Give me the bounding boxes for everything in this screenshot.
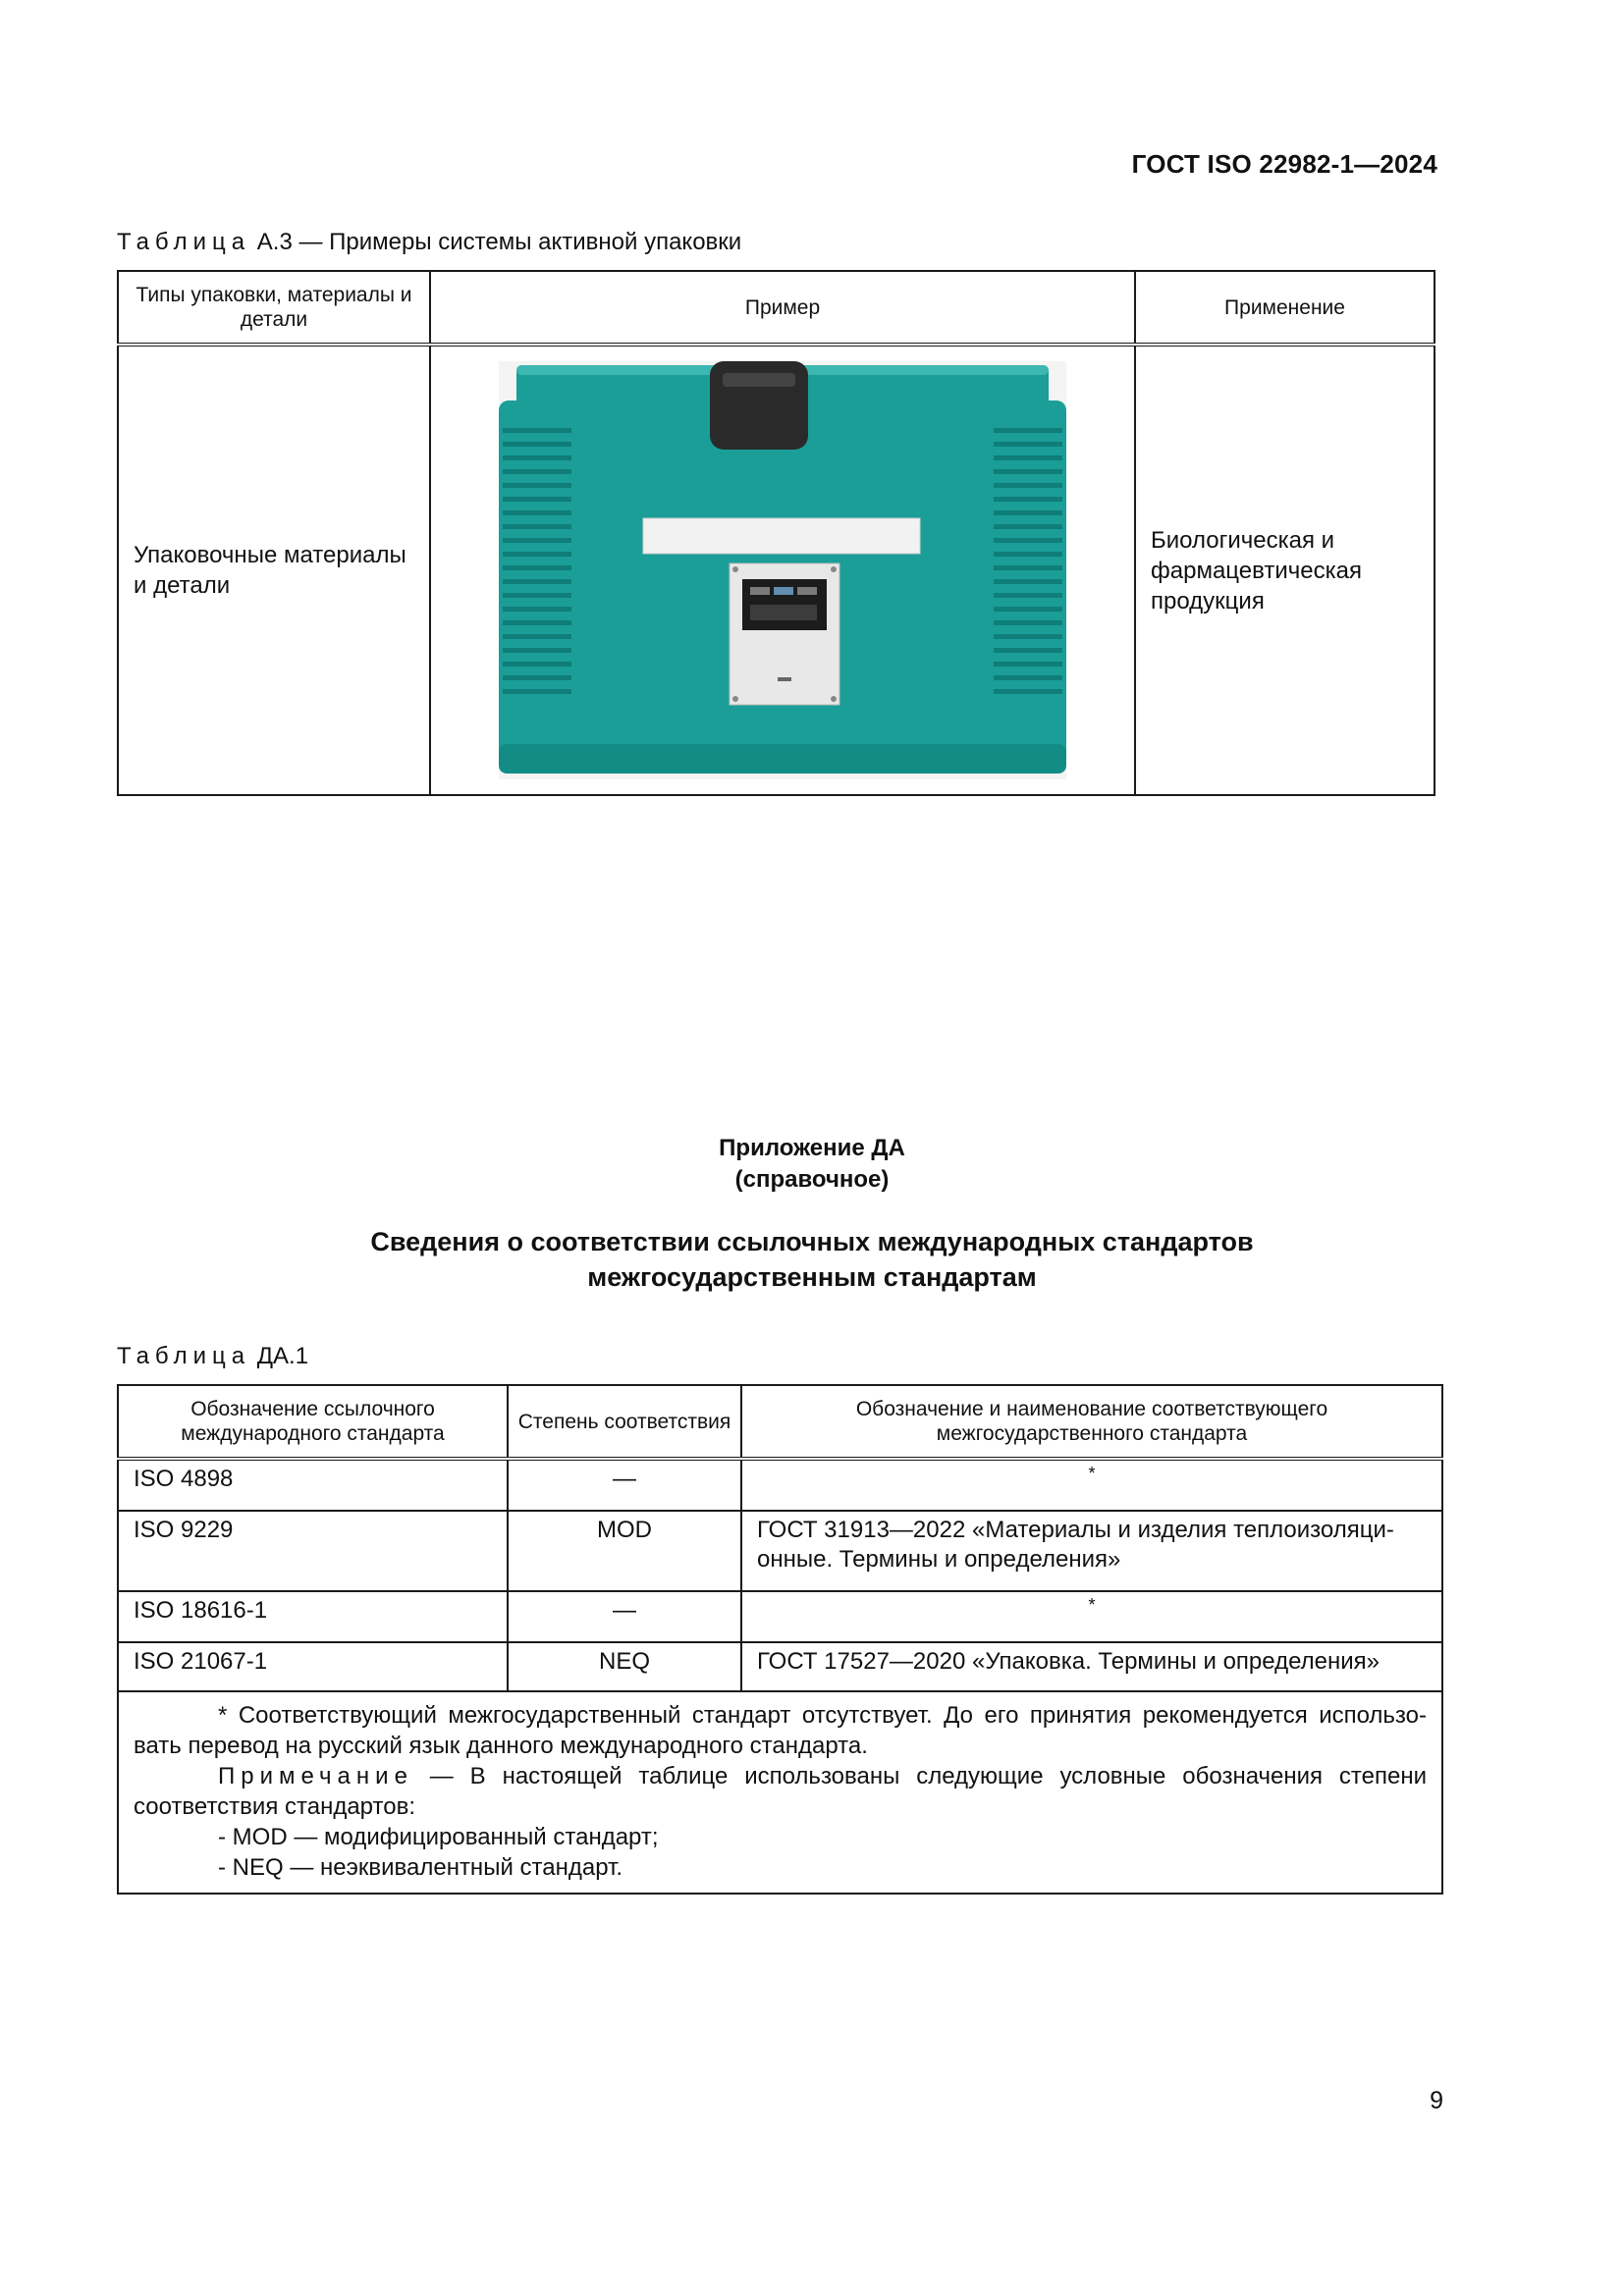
standard-code-cell: ISO 21067-1 <box>118 1642 508 1691</box>
appendix-heading-line2: межгосударственным стандартам <box>587 1262 1037 1292</box>
caption-text: А.3 — Примеры системы активной упаковки <box>250 229 742 255</box>
standard-code-cell: ISO 9229 <box>118 1511 508 1591</box>
table-da1-caption <box>117 1343 308 1370</box>
national-standard-cell: * <box>741 1591 1442 1642</box>
column-header: Типы упаковки, материалы и детали <box>118 271 430 345</box>
note-label: Примечание <box>218 1763 413 1789</box>
table-row <box>118 1459 1442 1511</box>
national-standard-cell: * <box>741 1459 1442 1511</box>
column-header: Степень соответствия <box>508 1385 741 1459</box>
degree-cell: — <box>508 1591 741 1642</box>
table-a3-caption <box>117 229 741 256</box>
document-id: ГОСТ ISO 22982-1—2024 <box>1131 149 1437 179</box>
table-row <box>118 1591 1442 1642</box>
footnote-text: * Соответствующий межгосударственный стандарт отсутствует. До его принятия рекомендуется использо-вать перевод на русский язык данного международного стандарта. <box>134 1702 1427 1759</box>
column-header: Применение <box>1135 271 1435 345</box>
caption-word: Таблица <box>117 229 251 255</box>
caption-text: ДА.1 <box>250 1343 309 1369</box>
packaging-type-cell: Упаковочные материалы и детали <box>118 345 430 795</box>
standard-code-cell: ISO 18616-1 <box>118 1591 508 1642</box>
standard-code-cell: ISO 4898 <box>118 1459 508 1511</box>
example-image-cell <box>430 345 1135 795</box>
appendix-heading-line1: Сведения о соответствии ссылочных международных стандартов <box>370 1227 1254 1256</box>
appendix-title: Приложение ДА <box>719 1135 905 1161</box>
national-standard-cell: ГОСТ 17527—2020 «Упаковка. Термины и определения» <box>741 1642 1442 1691</box>
table-da1 <box>117 1384 1443 1895</box>
national-standard-cell: ГОСТ 31913—2022 «Материалы и изделия теплоизоляци-онные. Термины и определения» <box>741 1511 1442 1591</box>
appendix-subtitle: (справочное) <box>734 1166 890 1193</box>
degree-cell: NEQ <box>508 1642 741 1691</box>
table-row <box>118 1511 1442 1591</box>
note-item: - MOD — модифицированный стандарт; <box>218 1824 659 1850</box>
column-header: Обозначение ссылочного международного стандарта <box>118 1385 508 1459</box>
note-item: - NEQ — неэквивалентный стандарт. <box>218 1854 623 1881</box>
table-header-row <box>118 271 1435 345</box>
caption-word: Таблица <box>117 1343 251 1369</box>
table-row <box>118 1642 1442 1691</box>
page-number: 9 <box>1430 2087 1443 2114</box>
table-row <box>118 345 1435 795</box>
table-header-row <box>118 1385 1442 1459</box>
cooler-box-image <box>499 361 1066 779</box>
degree-cell: — <box>508 1459 741 1511</box>
note-paragraph <box>134 1761 1427 1822</box>
degree-cell: MOD <box>508 1511 741 1591</box>
note-text: — В настоящей таблице использованы следующие условные обозначения степени соответствия стандартов: <box>134 1763 1427 1820</box>
column-header: Обозначение и наименование соответствующего межгосударственного стандарта <box>741 1385 1442 1459</box>
column-header: Пример <box>430 271 1135 345</box>
table-footnote-row <box>118 1691 1442 1894</box>
table-a3 <box>117 270 1435 796</box>
footnote-cell <box>118 1691 1442 1894</box>
application-cell: Биологическая и фармацевтическая продукция <box>1135 345 1435 795</box>
